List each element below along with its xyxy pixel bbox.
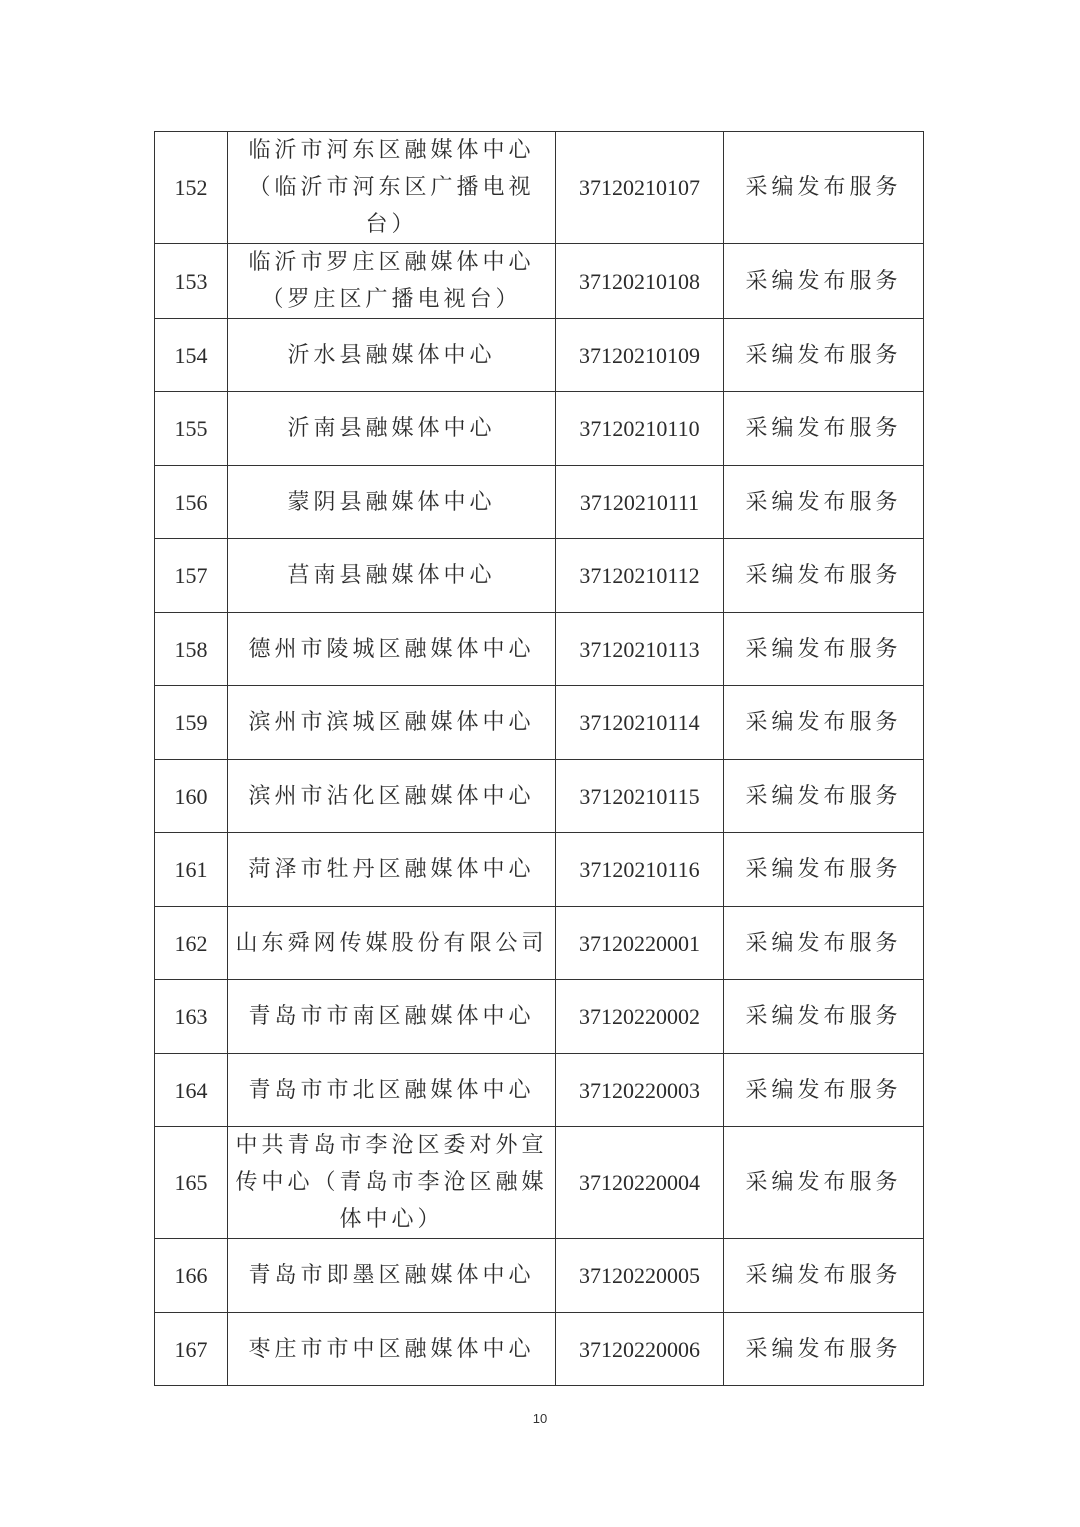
table-row [155,686,924,760]
table-row [155,392,924,466]
org-name: 德州市陵城区融媒体中心 [228,613,556,686]
row-number: 152 [155,132,228,244]
record-code: 37120210108 [556,244,724,319]
table-row [155,613,924,686]
table-row [155,132,924,244]
org-name: 菏泽市牡丹区融媒体中心 [228,833,556,907]
table-row [155,539,924,613]
org-name: 枣庄市市中区融媒体中心 [228,1313,556,1386]
row-number: 157 [155,539,228,613]
record-code: 37120220001 [556,907,724,980]
record-code: 37120210114 [556,686,724,760]
record-code: 37120220006 [556,1313,724,1386]
table-row [155,1239,924,1313]
record-code: 37120210109 [556,319,724,392]
record-code: 37120210112 [556,539,724,613]
org-name: 沂南县融媒体中心 [228,392,556,466]
table-row [155,760,924,833]
service-type: 采编发布服务 [724,907,924,980]
page-number: 10 [532,1411,548,1426]
table-row [155,1313,924,1386]
service-type: 采编发布服务 [724,466,924,539]
record-code: 37120210107 [556,132,724,244]
row-number: 158 [155,613,228,686]
table-row [155,1127,924,1239]
service-type: 采编发布服务 [724,244,924,319]
record-code: 37120220003 [556,1054,724,1127]
service-type: 采编发布服务 [724,1239,924,1313]
org-name: 临沂市罗庄区融媒体中心（罗庄区广播电视台） [228,244,556,319]
service-type: 采编发布服务 [724,613,924,686]
row-number: 167 [155,1313,228,1386]
service-type: 采编发布服务 [724,539,924,613]
service-type: 采编发布服务 [724,319,924,392]
org-name: 滨州市沾化区融媒体中心 [228,760,556,833]
row-number: 163 [155,980,228,1054]
service-type: 采编发布服务 [724,392,924,466]
row-number: 159 [155,686,228,760]
row-number: 162 [155,907,228,980]
record-code: 37120220005 [556,1239,724,1313]
service-type: 采编发布服务 [724,1313,924,1386]
record-code: 37120210110 [556,392,724,466]
service-type: 采编发布服务 [724,132,924,244]
org-name: 中共青岛市李沧区委对外宣传中心（青岛市李沧区融媒体中心） [228,1127,556,1239]
org-name: 沂水县融媒体中心 [228,319,556,392]
org-name: 滨州市滨城区融媒体中心 [228,686,556,760]
row-number: 153 [155,244,228,319]
row-number: 160 [155,760,228,833]
org-name: 青岛市市北区融媒体中心 [228,1054,556,1127]
record-code: 37120210115 [556,760,724,833]
table-row [155,244,924,319]
record-code: 37120220004 [556,1127,724,1239]
org-name: 临沂市河东区融媒体中心（临沂市河东区广播电视台） [228,132,556,244]
org-name: 莒南县融媒体中心 [228,539,556,613]
service-type: 采编发布服务 [724,1127,924,1239]
org-name: 山东舜网传媒股份有限公司 [228,907,556,980]
table-row [155,980,924,1054]
row-number: 161 [155,833,228,907]
row-number: 164 [155,1054,228,1127]
record-code: 37120210113 [556,613,724,686]
org-name: 蒙阴县融媒体中心 [228,466,556,539]
service-type: 采编发布服务 [724,760,924,833]
service-type: 采编发布服务 [724,833,924,907]
row-number: 154 [155,319,228,392]
service-type: 采编发布服务 [724,686,924,760]
row-number: 156 [155,466,228,539]
registry-table [154,131,924,1386]
org-name: 青岛市即墨区融媒体中心 [228,1239,556,1313]
table-row [155,907,924,980]
service-type: 采编发布服务 [724,980,924,1054]
row-number: 166 [155,1239,228,1313]
record-code: 37120210111 [556,466,724,539]
record-code: 37120210116 [556,833,724,907]
table-row [155,466,924,539]
table-row [155,833,924,907]
table-row [155,1054,924,1127]
row-number: 155 [155,392,228,466]
record-code: 37120220002 [556,980,724,1054]
table-row [155,319,924,392]
row-number: 165 [155,1127,228,1239]
service-type: 采编发布服务 [724,1054,924,1127]
org-name: 青岛市市南区融媒体中心 [228,980,556,1054]
